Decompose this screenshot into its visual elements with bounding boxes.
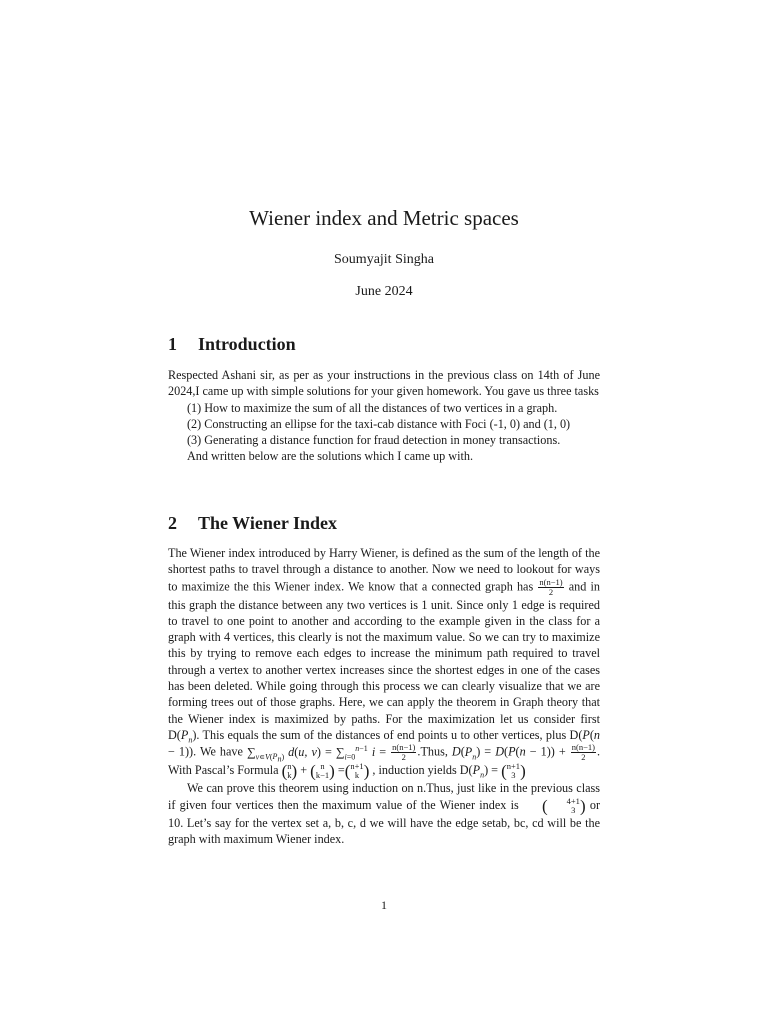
publication-date: June 2024: [355, 284, 413, 299]
wiener-index-body: [168, 545, 600, 848]
formula-sum-result: $\frac{n(n-1)}{2}$: [392, 742, 416, 763]
section-heading-wiener-index: [168, 513, 337, 534]
binomial-n-plus-1-3: ( n+1 3 ): [501, 761, 526, 781]
binomial-4-plus-1-3: ( 4+1 3 ): [541, 795, 586, 816]
closing-line: And written below are the solutions which I came up with.: [187, 449, 474, 464]
binomial-n-plus-1-k: ( n+1 k ): [344, 761, 370, 781]
section-heading-introduction: [168, 334, 296, 355]
section-number: 2: [168, 513, 177, 533]
binomial-n-k: ( n k ): [281, 761, 298, 781]
task-1: (1) How to maximize the sum of all the distances of two vertices in a graph.: [187, 400, 558, 415]
section-number: 1: [168, 334, 177, 354]
binomial-n-k-minus-1: ( n k−1 ): [310, 761, 335, 781]
task-2: (2) Constructing an ellipse for the taxi-cab distance with Foci (-1, 0) and (1, 0): [187, 416, 571, 431]
author-name: Soumyajit Singha: [334, 252, 434, 267]
task-3: (3) Generating a distance function for fraud detection in money transactions.: [187, 433, 561, 448]
wiener-paragraph-2: We can prove this theorem using induction on n.Thus, just like in the previous class if given four vertices then the maximum value of the Wiener index is ( 4+1 3 ) or 10. Let’s say for the vertex set a, b, c, d we will have the edge setab, bc, cd will be the graph with maximum Wiener index.: [168, 781, 601, 847]
section-title: The Wiener Index: [198, 513, 338, 533]
wiener-paragraph-1: The Wiener index introduced by Harry Wiener, is defined as the sum of the length of the shortest paths to travel through a distance to another. Now we need to lookout for ways to maximize the this Wiener index. We know that a connected graph has $\frac{n(n-1)}{2}$ and in this graph the distance between any two vertices is 1 unit. Since only 1 edge is required to travel to one point to another and according to the example given in the class for a graph with 4 vertices, this clearly is not the maximum value. So we can try to maximize this by trying to remove each edges to increase the minimum path required to travel through a vertex to another vertex increases since the shortest edges in one of the cases has been deleted. While going through this process we can clearly visualize that we are forming trees out of those graphs. Here, we can apply the theorem in Graph theory that the Wiener index is maximized by paths. For the maximization let us consider first $D(P_n)$. This equals the sum of the distances of end points u to other vertices, plus D(P(n − 1)). We have $\sum_{v∊V(P_n)}$ d(u, $v) = \sum_{i=0}^{n-1}$ i = $\frac{n(n-1)}{2}$ .Thus, $D(P_n) = D(P(n - 1))$ + $\frac{n(n-1)}{2}$ . With Pascal’s Formula ( n k ) + ( n k−1 ) =( n+1 k ) , induction yields $D(P_n)$ = ( n+1 3 ): [168, 546, 601, 781]
intro-paragraph: Respected Ashani sir, as per as your instructions in the previous class on 14th of June 2024,I came up with simple solutions for your given homework. You gave us three tasks: [168, 368, 600, 399]
paper-title: Wiener index and Metric spaces: [249, 206, 519, 230]
formula-distance-sum: $\sum_{v∊V(P_n)}$ d(u, $v) = \sum_{i=0}^{n-1}$ i =: [246, 743, 387, 764]
page-number: 1: [381, 898, 387, 912]
formula-recurrence-term: $\frac{n(n-1)}{2}$: [571, 742, 595, 763]
formula-edge-count: $\frac{n(n-1)}{2}$: [539, 576, 563, 597]
introduction-body: [168, 367, 600, 465]
section-title: Introduction: [198, 334, 296, 354]
formula-recurrence: $D(P_n) = D(P(n - 1))$ +: [451, 744, 566, 761]
